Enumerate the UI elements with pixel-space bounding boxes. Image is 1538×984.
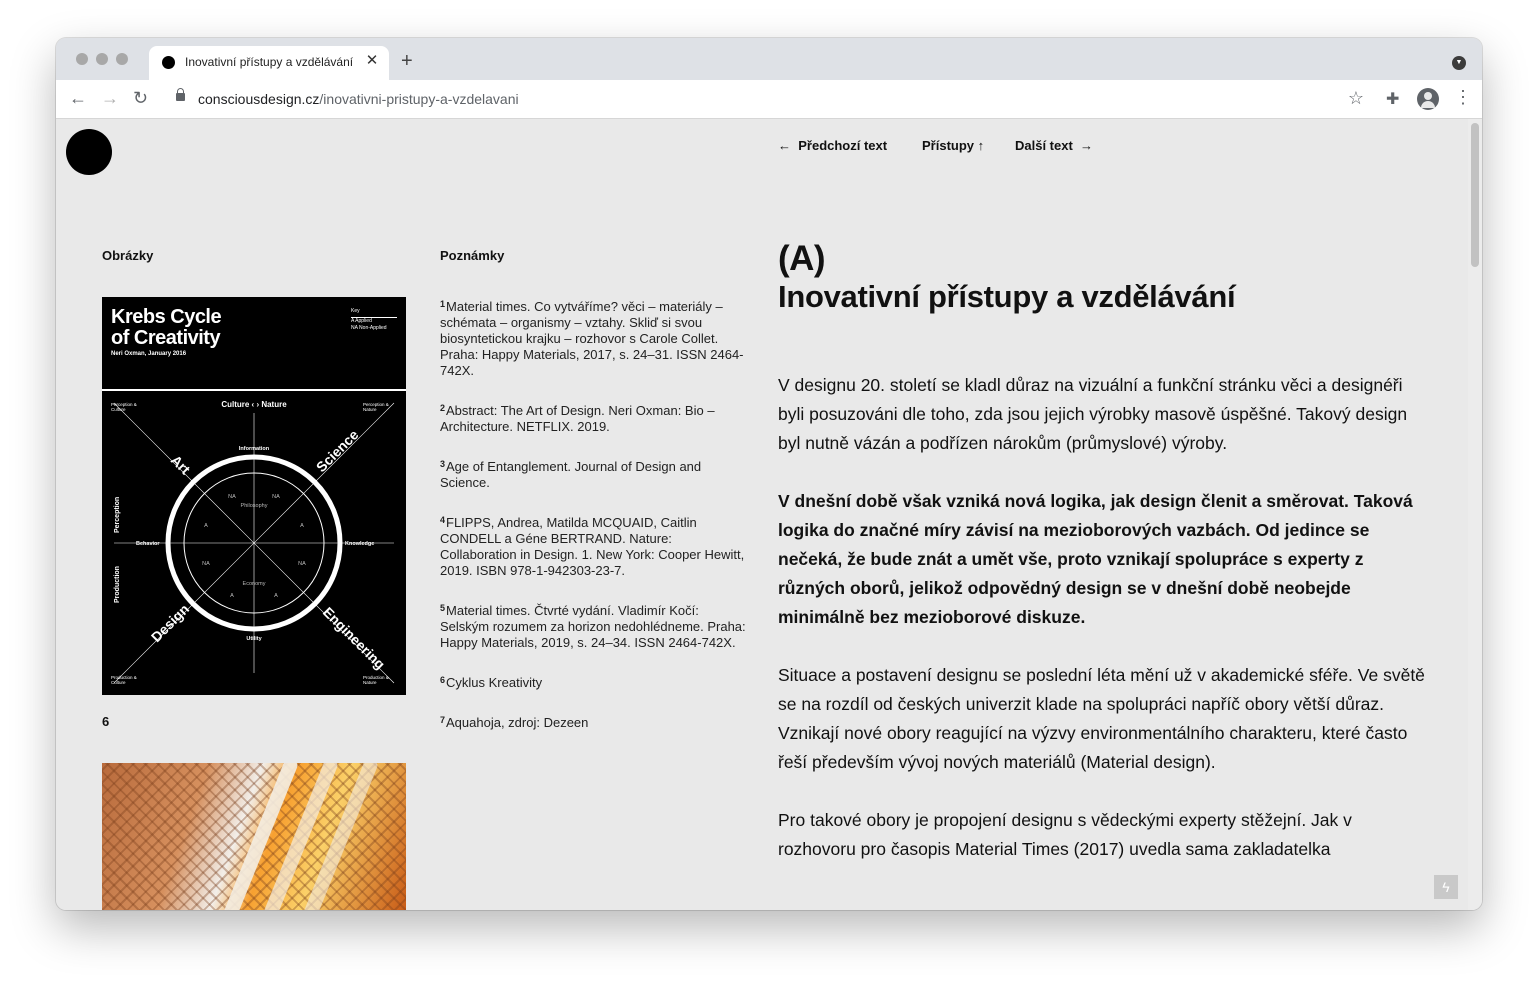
browser-window [56, 38, 1482, 910]
url-path: /inovativni-pristupy-a-vzdelavani [319, 91, 519, 107]
article-paragraph-1: V designu 20. století se kladl důraz na vizuální a funkční stránku věci a designéři byli posuzováni dle toho, zda jsou jejich výrobky masově úspěšné. Takový design byl nutně vázán a podřízen nárokům (průmyslové) výroby. [778, 375, 1408, 453]
note-item [440, 296, 748, 379]
browser-menu-icon[interactable]: ⋮ [1454, 87, 1472, 107]
krebs-behavior: Behavior [136, 541, 160, 547]
arrow-right-icon: → [1080, 138, 1094, 153]
krebs-art: Art [167, 451, 194, 478]
note-text: FLIPPS, Andrea, Matilda MCQUAID, Caitlin CONDELL a Géne BERTRAND. Nature: Collaboration in Design. 1. New York: Cooper Hewitt, 2019. ISBN 978-1-942303-23-7. [440, 515, 745, 578]
krebs-key-a: A Applied [351, 318, 372, 324]
krebs-na-marker-4: NA [298, 561, 306, 567]
tab-title: Inovativní přístupy a vzdělávání [185, 55, 354, 69]
krebs-a-marker-4: A [274, 593, 278, 599]
krebs-a-marker-3: A [230, 593, 234, 599]
krebs-economy: Economy [242, 581, 266, 587]
note-text: Material times. Čtvrté vydání. Vladimír Kočí: Selským rozumem za horizon nedohlédneme. Praha: Happy Materials, 2019, s. 24–34. ISSN 2464-742X. [440, 603, 746, 650]
tab-close-icon[interactable]: ✕ [365, 52, 379, 69]
krebs-key-na: NA Non-Applied [351, 325, 387, 331]
url-host: consciousdesign.cz [198, 91, 320, 107]
note-text: Material times. Co vytváříme? věci – materiály – schémata – organismy – vztahy. Skliď si svou biosyntetickou krajku – rozhovor s Carole Collet. Praha: Happy Materials, 2017, s. 24–31. ISSN 2464-742X. [440, 299, 744, 378]
krebs-na-marker-2: NA [272, 494, 280, 500]
note-number: 7 [440, 715, 446, 725]
krebs-na-marker-1: NA [228, 494, 236, 500]
krebs-design: Design [147, 600, 193, 646]
krebs-title-line2: of Creativity [111, 327, 221, 349]
figure-caption: 6 [102, 714, 110, 729]
arrow-up-icon: ↑ [977, 138, 985, 153]
note-item [440, 512, 748, 579]
article-paragraph-4: Pro takové obory je propojení designu s vědeckými experty stěžejní. Jak v rozhovoru pro časopis Material Times (2017) uvedla sama zakladatelka [778, 810, 1352, 859]
prev-text-link[interactable] [778, 138, 887, 153]
aquahoja-photo[interactable] [102, 763, 406, 910]
article-title: Inovativní přístupy a vzdělávání [778, 279, 1236, 314]
browser-tab[interactable] [149, 46, 389, 80]
note-text: Abstract: The Art of Design. Neri Oxman: Bio – Architecture. NETFLIX. 2019. [440, 403, 715, 434]
krebs-cycle-image[interactable] [102, 297, 406, 695]
close-window-button[interactable] [76, 53, 88, 65]
tab-bar [56, 38, 1482, 80]
approaches-link[interactable] [922, 138, 984, 153]
note-text: Age of Entanglement. Journal of Design and Science. [440, 459, 702, 490]
next-text-link[interactable] [1015, 138, 1093, 153]
krebs-culture-nature: Culture ‹ › Nature [221, 400, 287, 409]
extensions-puzzle-icon[interactable]: ✚ [1386, 91, 1400, 108]
notes-heading: Poznámky [440, 248, 505, 263]
url-text[interactable] [198, 91, 519, 107]
article-paragraph-2: V dnešní době však vzniká nová logika, jak design členit a směrovat. Taková logika do značné míry závisí na mezioborových vazbách. Od jedince se nečeká, že bude znát a umět vše, proto vznikají spolupráce s experty z různých oborů, jelikož odpovědný design se v dnešní době neobejde minimálně bez mezioborové diskuze. [778, 491, 1413, 627]
prev-text-label: Předchozí text [798, 138, 888, 153]
address-bar[interactable] [164, 84, 1382, 114]
page-scrollbar[interactable] [1468, 119, 1482, 910]
page-viewport [56, 119, 1482, 910]
krebs-perception: Perception [114, 496, 121, 533]
tab-search-icon[interactable]: ▼ [1452, 56, 1466, 70]
krebs-corner-bl: Production & Culture [111, 675, 137, 685]
krebs-engineering: Engineering [319, 603, 389, 673]
note-item [440, 712, 748, 731]
lock-icon [176, 93, 185, 101]
note-text: Cyklus Kreativity [446, 675, 543, 690]
krebs-corner-tr: Perception & Nature [363, 402, 389, 412]
krebs-production: Production [114, 566, 121, 603]
bookmark-star-icon[interactable]: ☆ [1347, 88, 1364, 108]
article [778, 241, 1428, 864]
article-paragraph-3: Situace a postavení designu se poslední léta mění už v akademické sféře. Ve světě se na rozdíl od českých univerzit klade na spolupráci napříč obory větší důraz. Vznikají nové obory reagující na výzvy environmentálního charakteru, které často řeší především vývoj nových materiálů (Material design). [778, 665, 1425, 772]
article-label: (A) [778, 239, 826, 278]
note-number: 4 [440, 515, 446, 525]
site-logo[interactable] [66, 129, 112, 175]
krebs-knowledge: Knowledge [345, 541, 375, 547]
krebs-corner-tl: Perception & Culture [111, 402, 137, 412]
favicon-icon [162, 56, 175, 69]
arrow-left-icon: ← [778, 138, 791, 153]
approaches-label: Přístupy [922, 138, 975, 153]
note-item [440, 400, 748, 435]
back-icon[interactable]: ← [69, 88, 87, 108]
notes-list [440, 296, 748, 752]
profile-avatar-icon[interactable] [1417, 88, 1439, 110]
note-number: 3 [440, 459, 446, 469]
next-text-label: Další text [1015, 138, 1073, 153]
krebs-title-line1: Krebs Cycle [111, 306, 222, 328]
note-number: 5 [440, 603, 446, 613]
lightning-icon[interactable]: ϟ [1434, 875, 1458, 899]
plus-icon[interactable]: + [401, 50, 413, 72]
note-text: Aquahoja, zdroj: Dezeen [446, 715, 589, 730]
maximize-window-button[interactable] [116, 53, 128, 65]
note-number: 1 [440, 299, 446, 309]
note-number: 6 [440, 675, 446, 685]
krebs-philosophy: Philosophy [240, 503, 268, 509]
note-item [440, 600, 748, 651]
krebs-a-marker-2: A [300, 523, 304, 529]
forward-icon[interactable]: → [101, 88, 119, 108]
note-item [440, 672, 748, 691]
krebs-science: Science [312, 426, 362, 476]
images-heading: Obrázky [102, 248, 154, 263]
krebs-utility: Utility [246, 636, 262, 642]
krebs-na-marker-3: NA [202, 561, 210, 567]
scrollbar-thumb[interactable] [1471, 123, 1479, 267]
note-item [440, 456, 748, 491]
reload-icon[interactable]: ↻ [133, 88, 149, 108]
krebs-subtitle: Neri Oxman, January 2016 [111, 351, 187, 357]
krebs-corner-br: Production & Nature [363, 675, 389, 685]
krebs-information: Information [238, 446, 270, 452]
note-number: 2 [440, 403, 446, 413]
krebs-diagram [102, 297, 406, 695]
krebs-key-title: Key [351, 308, 360, 314]
browser-toolbar [56, 80, 1482, 119]
minimize-window-button[interactable] [96, 53, 108, 65]
krebs-a-marker-1: A [204, 523, 208, 529]
